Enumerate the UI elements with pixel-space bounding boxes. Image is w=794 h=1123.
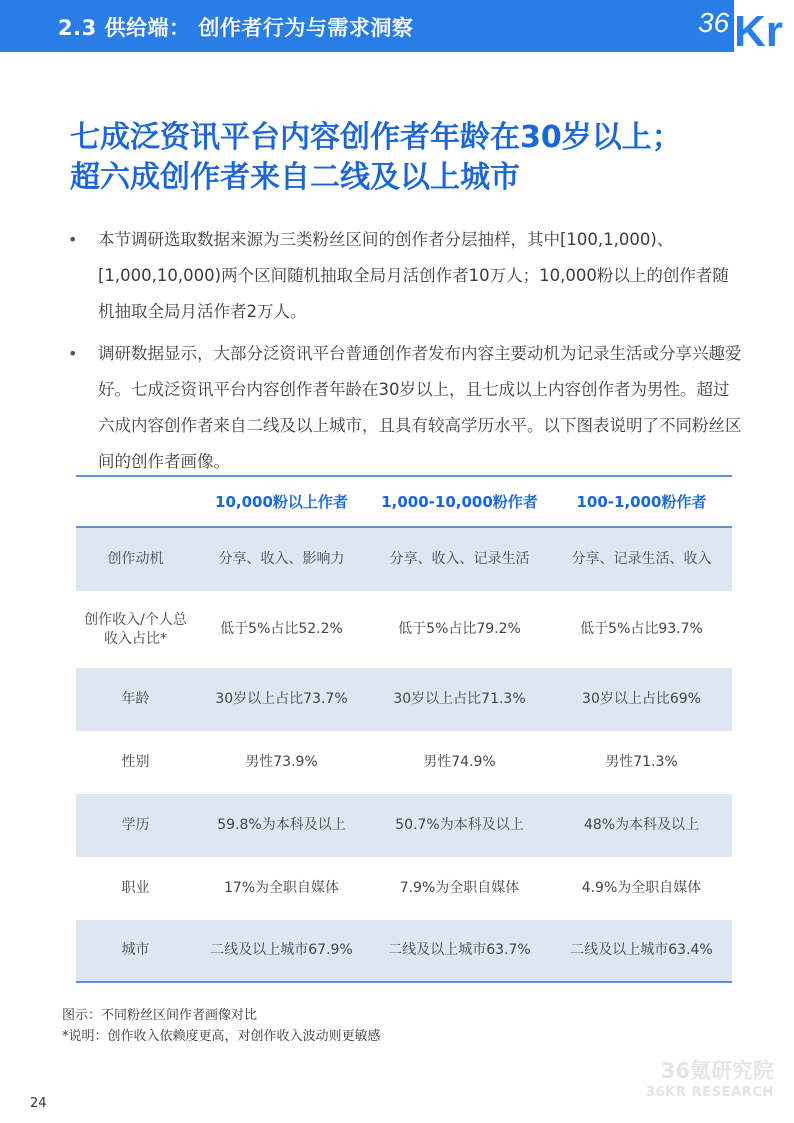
table-cell: 分享、收入、记录生活 bbox=[368, 527, 551, 591]
bullet-text: 调研数据显示，大部分泛资讯平台普通创作者发布内容主要动机为记录生活或分享兴趣爱好。七成泛资讯平台内容创作者年龄在30岁以上，且七成以上内容创作者为男性。超过六成内容创作者来自二线及以上城市，且具有较高学历水平。以下图表说明了不同粉丝区间的创作者画像。 bbox=[98, 344, 742, 471]
table-cell: 男性71.3% bbox=[605, 754, 678, 770]
table-row bbox=[76, 527, 732, 591]
table-cell: 低于5%占比52.2% bbox=[220, 621, 343, 637]
bullet-item bbox=[62, 222, 742, 330]
table-header-row bbox=[76, 476, 732, 527]
bullet-text: 本节调研选取数据来源为三类粉丝区间的创作者分层抽样，其中[100,1,000)、[1,000,10,000)两个区间随机抽取全局月活创作者10万人；10,000粉以上的创作者随机抽取全局月活作者2万人。 bbox=[98, 230, 729, 321]
table-cell: 59.8%为本科及以上 bbox=[195, 794, 368, 857]
main-title-line-1: 七成泛资讯平台内容创作者年龄在30岁以上； bbox=[70, 120, 682, 155]
row-label: 城市 bbox=[76, 920, 195, 982]
header-bar bbox=[0, 0, 734, 52]
table-row bbox=[76, 794, 732, 857]
creator-profile-table bbox=[76, 475, 732, 983]
table-cell: 4.9%为全职自媒体 bbox=[581, 880, 702, 896]
table-row bbox=[76, 920, 732, 982]
table-cell: 30岁以上占比69% bbox=[551, 668, 732, 731]
table-cell: 男性73.9% bbox=[245, 754, 318, 770]
bullet-list bbox=[62, 222, 742, 480]
row-label: 学历 bbox=[76, 794, 195, 857]
main-title-line-2: 超六成创作者来自二线及以上城市 bbox=[70, 160, 520, 195]
watermark-line-1: 36氪研究院 bbox=[660, 1059, 774, 1083]
table-cell: 48%为本科及以上 bbox=[551, 794, 732, 857]
footnote: *说明：创作收入依赖度更高，对创作收入波动则更敏感 bbox=[62, 1029, 381, 1044]
table-cell: 30岁以上占比71.3% bbox=[368, 668, 551, 731]
row-label: 创作动机 bbox=[76, 527, 195, 591]
table-row bbox=[76, 857, 732, 920]
table-cell: 分享、记录生活、收入 bbox=[551, 527, 732, 591]
table-header-cell: 10,000粉以上作者 bbox=[195, 476, 368, 527]
main-title bbox=[70, 118, 750, 198]
table-cell: 男性74.9% bbox=[423, 754, 496, 770]
row-label: 职业 bbox=[121, 880, 150, 896]
svg-text:36: 36 bbox=[698, 7, 730, 38]
brand-logo bbox=[694, 0, 794, 52]
watermark bbox=[634, 1058, 774, 1102]
table-header-cell: 1,000-10,000粉作者 bbox=[368, 476, 551, 527]
section-title: 2.3 供给端： 创作者行为与需求洞察 bbox=[58, 16, 414, 40]
bullet-item bbox=[62, 336, 742, 480]
figure-notes bbox=[62, 1005, 381, 1047]
table-cell: 30岁以上占比73.7% bbox=[195, 668, 368, 731]
row-label: 创作收入/个人总收入占比* bbox=[84, 611, 187, 647]
table-cell: 17%为全职自媒体 bbox=[223, 880, 340, 896]
table-header-cell: 100-1,000粉作者 bbox=[551, 476, 732, 527]
table-cell: 低于5%占比93.7% bbox=[580, 621, 703, 637]
row-label: 性别 bbox=[121, 754, 150, 770]
svg-text:Kr: Kr bbox=[734, 7, 783, 52]
page-number: 24 bbox=[30, 1096, 47, 1111]
table-cell: 50.7%为本科及以上 bbox=[368, 794, 551, 857]
table-cell: 7.9%为全职自媒体 bbox=[399, 880, 520, 896]
table-row bbox=[76, 731, 732, 794]
table-row bbox=[76, 591, 732, 668]
table-row bbox=[76, 668, 732, 731]
table-cell: 二线及以上城市63.4% bbox=[551, 920, 732, 982]
watermark-line-2: 36KR RESEARCH bbox=[645, 1085, 774, 1100]
table-cell: 二线及以上城市67.9% bbox=[195, 920, 368, 982]
table-cell: 分享、收入、影响力 bbox=[195, 527, 368, 591]
row-label: 年龄 bbox=[76, 668, 195, 731]
table-header-cell bbox=[76, 476, 195, 527]
bullet-dot: • bbox=[68, 230, 78, 249]
table-cell: 低于5%占比79.2% bbox=[398, 621, 521, 637]
table-cell: 二线及以上城市63.7% bbox=[368, 920, 551, 982]
bullet-dot: • bbox=[68, 344, 78, 363]
figure-caption: 图示：不同粉丝区间作者画像对比 bbox=[62, 1008, 258, 1023]
